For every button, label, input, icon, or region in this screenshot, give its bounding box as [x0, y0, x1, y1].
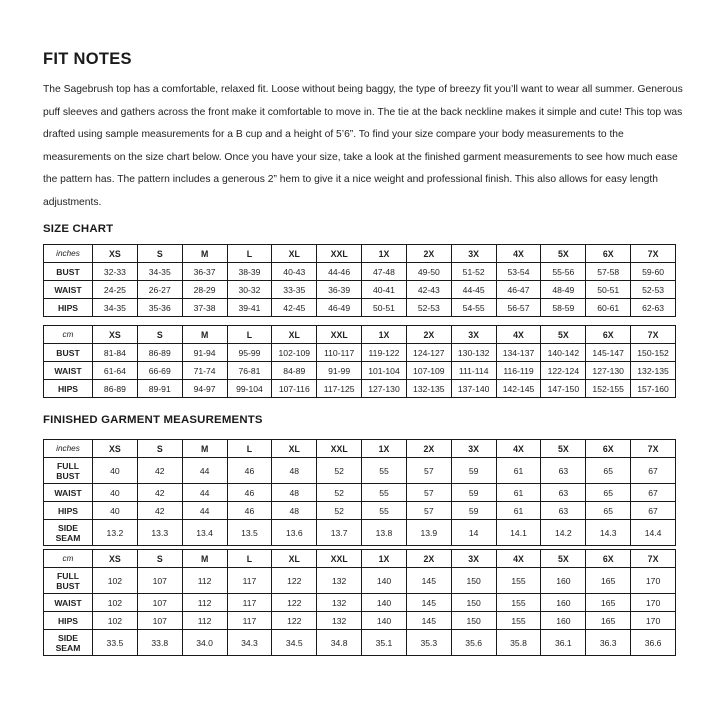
measurement-cell: 117: [227, 568, 272, 594]
size-header-cell: XS: [93, 550, 138, 568]
row-label: WAIST: [44, 594, 93, 612]
measurement-cell: 37-38: [182, 299, 227, 317]
measurement-cell: 145: [406, 594, 451, 612]
measurement-cell: 60-61: [586, 299, 631, 317]
size-header-cell: XXL: [317, 550, 362, 568]
measurement-cell: 40: [93, 502, 138, 520]
size-header-cell: 7X: [631, 440, 676, 458]
measurement-row: [44, 281, 676, 299]
measurement-cell: 152-155: [586, 380, 631, 398]
measurement-cell: 52-53: [631, 281, 676, 299]
measurement-cell: 42: [137, 458, 182, 484]
measurement-cell: 102: [93, 612, 138, 630]
measurement-cell: 48: [272, 484, 317, 502]
measurement-cell: 116-119: [496, 362, 541, 380]
row-label: BUST: [44, 263, 93, 281]
measurement-cell: 61: [496, 502, 541, 520]
measurement-cell: 50-51: [362, 299, 407, 317]
measurement-cell: 67: [631, 502, 676, 520]
measurement-cell: 55: [362, 458, 407, 484]
size-header-cell: 2X: [406, 440, 451, 458]
unit-label: inches: [44, 245, 93, 263]
measurement-cell: 99-104: [227, 380, 272, 398]
measurement-cell: 59: [451, 502, 496, 520]
measurement-cell: 13.3: [137, 520, 182, 546]
measurement-row: [44, 612, 676, 630]
measurement-cell: 34.8: [317, 630, 362, 656]
measurement-cell: 112: [182, 612, 227, 630]
measurement-cell: 39-41: [227, 299, 272, 317]
row-label: HIPS: [44, 299, 93, 317]
measurement-cell: 127-130: [362, 380, 407, 398]
size-header-cell: XL: [272, 440, 317, 458]
measurement-cell: 107: [137, 594, 182, 612]
measurement-cell: 107: [137, 612, 182, 630]
measurement-cell: 124-127: [406, 344, 451, 362]
measurement-cell: 91-99: [317, 362, 362, 380]
size-header-row: [44, 440, 676, 458]
size-header-cell: 4X: [496, 245, 541, 263]
measurement-cell: 94-97: [182, 380, 227, 398]
size-chart-cm-table: [43, 325, 676, 398]
size-header-cell: 3X: [451, 245, 496, 263]
measurement-cell: 24-25: [93, 281, 138, 299]
size-header-cell: 6X: [586, 326, 631, 344]
size-header-cell: M: [182, 440, 227, 458]
measurement-cell: 61: [496, 458, 541, 484]
measurement-cell: 13.7: [317, 520, 362, 546]
measurement-row: [44, 362, 676, 380]
measurement-cell: 13.8: [362, 520, 407, 546]
measurement-cell: 63: [541, 484, 586, 502]
measurement-cell: 13.9: [406, 520, 451, 546]
size-header-cell: 2X: [406, 550, 451, 568]
size-header-cell: 3X: [451, 326, 496, 344]
measurement-cell: 44: [182, 458, 227, 484]
measurement-cell: 145: [406, 568, 451, 594]
measurement-cell: 46-47: [496, 281, 541, 299]
row-label: WAIST: [44, 484, 93, 502]
measurement-row: [44, 458, 676, 484]
measurement-cell: 36.3: [586, 630, 631, 656]
measurement-cell: 150: [451, 612, 496, 630]
measurement-cell: 32-33: [93, 263, 138, 281]
measurement-cell: 117: [227, 612, 272, 630]
measurement-cell: 59: [451, 484, 496, 502]
measurement-cell: 65: [586, 458, 631, 484]
measurement-cell: 13.5: [227, 520, 272, 546]
measurement-cell: 130-132: [451, 344, 496, 362]
measurement-cell: 122: [272, 594, 317, 612]
size-header-cell: 6X: [586, 440, 631, 458]
measurement-cell: 36.1: [541, 630, 586, 656]
size-header-cell: 1X: [362, 326, 407, 344]
page-title: FIT NOTES: [43, 50, 132, 68]
measurement-cell: 59-60: [631, 263, 676, 281]
row-label: SIDE SEAM: [44, 630, 93, 656]
size-header-cell: 1X: [362, 245, 407, 263]
size-header-cell: 7X: [631, 326, 676, 344]
measurement-cell: 46: [227, 484, 272, 502]
measurement-cell: 55: [362, 484, 407, 502]
measurement-cell: 13.6: [272, 520, 317, 546]
size-header-cell: 5X: [541, 245, 586, 263]
measurement-cell: 155: [496, 594, 541, 612]
size-header-cell: 6X: [586, 245, 631, 263]
size-header-cell: XS: [93, 440, 138, 458]
measurement-cell: 51-52: [451, 263, 496, 281]
measurement-cell: 48: [272, 458, 317, 484]
measurement-cell: 33-35: [272, 281, 317, 299]
measurement-cell: 14.1: [496, 520, 541, 546]
measurement-cell: 46: [227, 458, 272, 484]
size-header-cell: XS: [93, 326, 138, 344]
size-header-cell: M: [182, 326, 227, 344]
measurement-cell: 86-89: [93, 380, 138, 398]
size-header-cell: 4X: [496, 440, 541, 458]
measurement-cell: 155: [496, 568, 541, 594]
size-header-cell: M: [182, 245, 227, 263]
measurement-cell: 57: [406, 458, 451, 484]
size-header-cell: 6X: [586, 550, 631, 568]
size-header-cell: 5X: [541, 440, 586, 458]
measurement-cell: 134-137: [496, 344, 541, 362]
size-header-cell: S: [137, 326, 182, 344]
measurement-cell: 36-39: [317, 281, 362, 299]
measurement-cell: 132: [317, 594, 362, 612]
size-header-cell: 3X: [451, 440, 496, 458]
size-header-cell: 1X: [362, 550, 407, 568]
measurement-cell: 28-29: [182, 281, 227, 299]
measurement-cell: 117-125: [317, 380, 362, 398]
measurement-cell: 26-27: [137, 281, 182, 299]
row-label: BUST: [44, 344, 93, 362]
row-label: WAIST: [44, 362, 93, 380]
size-header-cell: S: [137, 440, 182, 458]
measurement-cell: 157-160: [631, 380, 676, 398]
measurement-row: [44, 380, 676, 398]
measurement-cell: 59: [451, 458, 496, 484]
size-header-cell: M: [182, 550, 227, 568]
measurement-cell: 107: [137, 568, 182, 594]
measurement-cell: 34-35: [137, 263, 182, 281]
size-header-cell: 2X: [406, 326, 451, 344]
measurement-cell: 42-43: [406, 281, 451, 299]
garment-inches-table: [43, 439, 676, 546]
measurement-cell: 13.2: [93, 520, 138, 546]
size-header-cell: XXL: [317, 245, 362, 263]
measurement-cell: 61-64: [93, 362, 138, 380]
measurement-cell: 170: [631, 568, 676, 594]
measurement-cell: 34-35: [93, 299, 138, 317]
size-header-cell: 3X: [451, 550, 496, 568]
measurement-cell: 132: [317, 568, 362, 594]
measurement-cell: 55-56: [541, 263, 586, 281]
measurement-cell: 33.8: [137, 630, 182, 656]
measurement-cell: 49-50: [406, 263, 451, 281]
measurement-cell: 36-37: [182, 263, 227, 281]
garment-cm-table: [43, 549, 676, 656]
measurement-cell: 54-55: [451, 299, 496, 317]
size-chart-heading: SIZE CHART: [43, 223, 114, 235]
measurement-cell: 44-46: [317, 263, 362, 281]
fit-notes-paragraph: The Sagebrush top has a comfortable, relaxed fit. Loose without being baggy, the type of breezy fit you’ll want to wear all summer. Generous puff sleeves and gathers across the front make it comfortable to move in. The tie at the back neckline makes it simple and cute! This top was drafted using sample measurements for a B cup and a height of 5’6”. To find your size compare your body measurements to the measurements on the size chart below. Once you have your size, take a look at the finished garment measurements to see how much ease the pattern has. The pattern includes a generous 2” hem to give it a nice weight and professional finish. This also allows for easy length adjustments.: [43, 84, 683, 208]
measurement-cell: 91-94: [182, 344, 227, 362]
measurement-cell: 61: [496, 484, 541, 502]
size-header-cell: 5X: [541, 550, 586, 568]
measurement-cell: 52: [317, 484, 362, 502]
measurement-cell: 53-54: [496, 263, 541, 281]
measurement-cell: 40: [93, 458, 138, 484]
measurement-cell: 86-89: [137, 344, 182, 362]
measurement-cell: 46-49: [317, 299, 362, 317]
measurement-cell: 165: [586, 612, 631, 630]
row-label: FULL BUST: [44, 568, 93, 594]
measurement-cell: 33.5: [93, 630, 138, 656]
measurement-cell: 102-109: [272, 344, 317, 362]
measurement-cell: 84-89: [272, 362, 317, 380]
measurement-cell: 40: [93, 484, 138, 502]
size-header-cell: L: [227, 326, 272, 344]
measurement-cell: 65: [586, 502, 631, 520]
measurement-cell: 127-130: [586, 362, 631, 380]
size-header-cell: 1X: [362, 440, 407, 458]
size-header-cell: 5X: [541, 326, 586, 344]
measurement-cell: 170: [631, 612, 676, 630]
size-header-cell: XXL: [317, 326, 362, 344]
measurement-cell: 117: [227, 594, 272, 612]
measurement-cell: 160: [541, 612, 586, 630]
measurement-cell: 35-36: [137, 299, 182, 317]
measurement-cell: 132-135: [631, 362, 676, 380]
measurement-row: [44, 263, 676, 281]
measurement-cell: 40-43: [272, 263, 317, 281]
measurement-cell: 52-53: [406, 299, 451, 317]
measurement-cell: 30-32: [227, 281, 272, 299]
measurement-cell: 38-39: [227, 263, 272, 281]
measurement-cell: 112: [182, 594, 227, 612]
measurement-cell: 122: [272, 612, 317, 630]
measurement-cell: 71-74: [182, 362, 227, 380]
size-header-row: [44, 550, 676, 568]
size-header-cell: S: [137, 245, 182, 263]
measurement-cell: 76-81: [227, 362, 272, 380]
garment-measurements-heading: FINISHED GARMENT MEASUREMENTS: [43, 414, 263, 426]
measurement-cell: 140: [362, 612, 407, 630]
measurement-cell: 48-49: [541, 281, 586, 299]
size-header-cell: XL: [272, 550, 317, 568]
measurement-cell: 132: [317, 612, 362, 630]
size-chart-inches-table: [43, 244, 676, 317]
measurement-cell: 14: [451, 520, 496, 546]
measurement-row: [44, 502, 676, 520]
measurement-cell: 40-41: [362, 281, 407, 299]
measurement-cell: 62-63: [631, 299, 676, 317]
measurement-cell: 56-57: [496, 299, 541, 317]
measurement-cell: 35.6: [451, 630, 496, 656]
row-label: WAIST: [44, 281, 93, 299]
measurement-cell: 57: [406, 484, 451, 502]
measurement-cell: 34.5: [272, 630, 317, 656]
measurement-cell: 50-51: [586, 281, 631, 299]
measurement-cell: 35.1: [362, 630, 407, 656]
measurement-cell: 65: [586, 484, 631, 502]
measurement-cell: 13.4: [182, 520, 227, 546]
measurement-cell: 165: [586, 594, 631, 612]
measurement-cell: 142-145: [496, 380, 541, 398]
measurement-cell: 35.3: [406, 630, 451, 656]
measurement-cell: 46: [227, 502, 272, 520]
size-header-cell: XXL: [317, 440, 362, 458]
measurement-cell: 119-122: [362, 344, 407, 362]
measurement-cell: 107-109: [406, 362, 451, 380]
row-label: HIPS: [44, 502, 93, 520]
measurement-cell: 89-91: [137, 380, 182, 398]
measurement-cell: 42: [137, 502, 182, 520]
measurement-row: [44, 344, 676, 362]
measurement-cell: 14.3: [586, 520, 631, 546]
measurement-cell: 111-114: [451, 362, 496, 380]
size-header-cell: L: [227, 440, 272, 458]
size-header-cell: S: [137, 550, 182, 568]
measurement-cell: 44: [182, 484, 227, 502]
measurement-cell: 66-69: [137, 362, 182, 380]
measurement-cell: 102: [93, 594, 138, 612]
measurement-cell: 44: [182, 502, 227, 520]
measurement-cell: 55: [362, 502, 407, 520]
size-header-cell: XL: [272, 326, 317, 344]
measurement-cell: 170: [631, 594, 676, 612]
row-label: FULL BUST: [44, 458, 93, 484]
size-header-cell: L: [227, 550, 272, 568]
measurement-cell: 34.0: [182, 630, 227, 656]
unit-label: cm: [44, 550, 93, 568]
row-label: HIPS: [44, 612, 93, 630]
unit-label: cm: [44, 326, 93, 344]
measurement-cell: 110-117: [317, 344, 362, 362]
measurement-cell: 58-59: [541, 299, 586, 317]
size-header-cell: 2X: [406, 245, 451, 263]
row-label: SIDE SEAM: [44, 520, 93, 546]
unit-label: inches: [44, 440, 93, 458]
measurement-row: [44, 299, 676, 317]
measurement-cell: 150: [451, 594, 496, 612]
measurement-row: [44, 630, 676, 656]
measurement-cell: 160: [541, 568, 586, 594]
measurement-cell: 35.8: [496, 630, 541, 656]
measurement-cell: 137-140: [451, 380, 496, 398]
measurement-row: [44, 484, 676, 502]
measurement-row: [44, 568, 676, 594]
size-header-row: [44, 326, 676, 344]
measurement-cell: 81-84: [93, 344, 138, 362]
size-header-cell: 4X: [496, 550, 541, 568]
measurement-cell: 44-45: [451, 281, 496, 299]
measurement-cell: 122: [272, 568, 317, 594]
measurement-cell: 42-45: [272, 299, 317, 317]
measurement-cell: 145-147: [586, 344, 631, 362]
measurement-cell: 160: [541, 594, 586, 612]
measurement-cell: 47-48: [362, 263, 407, 281]
measurement-cell: 67: [631, 484, 676, 502]
measurement-cell: 150-152: [631, 344, 676, 362]
size-header-cell: XS: [93, 245, 138, 263]
measurement-cell: 14.2: [541, 520, 586, 546]
measurement-cell: 14.4: [631, 520, 676, 546]
measurement-cell: 52: [317, 458, 362, 484]
measurement-row: [44, 520, 676, 546]
measurement-cell: 42: [137, 484, 182, 502]
measurement-cell: 63: [541, 502, 586, 520]
size-header-cell: L: [227, 245, 272, 263]
size-header-row: [44, 245, 676, 263]
size-header-cell: 4X: [496, 326, 541, 344]
measurement-cell: 52: [317, 502, 362, 520]
measurement-cell: 102: [93, 568, 138, 594]
measurement-cell: 36.6: [631, 630, 676, 656]
measurement-cell: 140: [362, 594, 407, 612]
measurement-cell: 101-104: [362, 362, 407, 380]
row-label: HIPS: [44, 380, 93, 398]
size-header-cell: 7X: [631, 550, 676, 568]
measurement-cell: 67: [631, 458, 676, 484]
measurement-cell: 107-116: [272, 380, 317, 398]
measurement-cell: 122-124: [541, 362, 586, 380]
measurement-cell: 132-135: [406, 380, 451, 398]
measurement-cell: 165: [586, 568, 631, 594]
measurement-cell: 48: [272, 502, 317, 520]
measurement-cell: 140: [362, 568, 407, 594]
measurement-cell: 57: [406, 502, 451, 520]
measurement-cell: 63: [541, 458, 586, 484]
measurement-row: [44, 594, 676, 612]
size-header-cell: 7X: [631, 245, 676, 263]
measurement-cell: 57-58: [586, 263, 631, 281]
measurement-cell: 155: [496, 612, 541, 630]
measurement-cell: 147-150: [541, 380, 586, 398]
measurement-cell: 140-142: [541, 344, 586, 362]
measurement-cell: 112: [182, 568, 227, 594]
size-header-cell: XL: [272, 245, 317, 263]
measurement-cell: 150: [451, 568, 496, 594]
measurement-cell: 34.3: [227, 630, 272, 656]
measurement-cell: 145: [406, 612, 451, 630]
measurement-cell: 95-99: [227, 344, 272, 362]
